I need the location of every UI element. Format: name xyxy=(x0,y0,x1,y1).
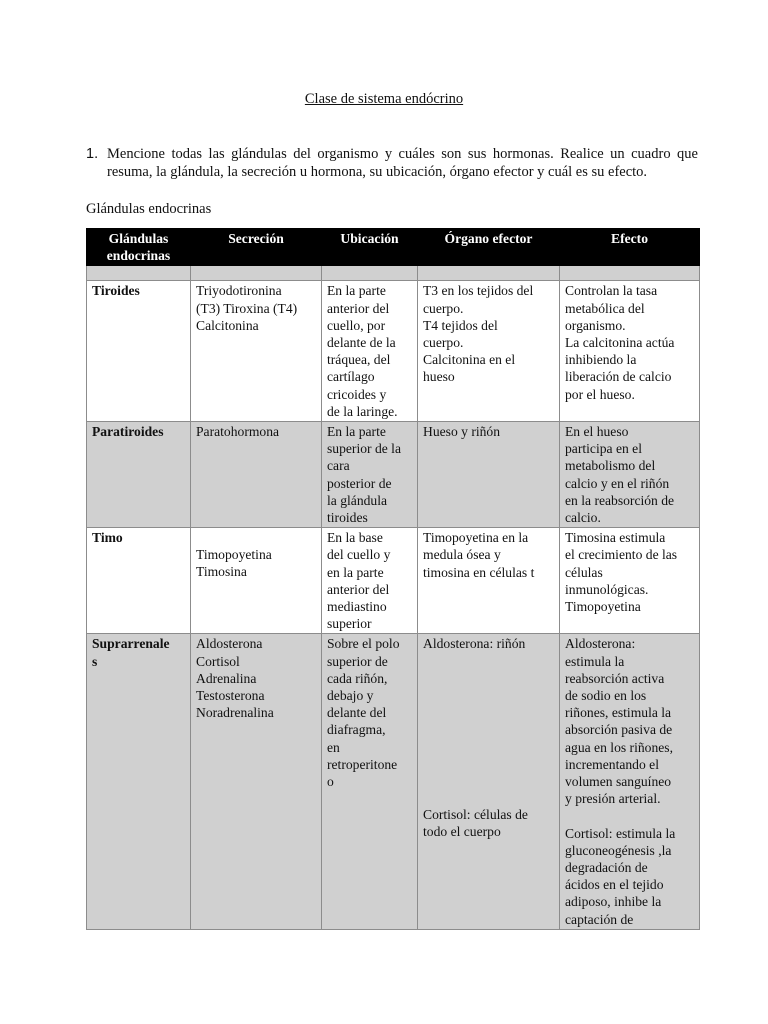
effector-cell xyxy=(418,634,560,929)
cell-line: tiroides xyxy=(327,510,368,526)
cell-line: Triyodotironina xyxy=(196,283,282,299)
blank-line xyxy=(423,721,554,738)
cell-line: calcio y en el riñón xyxy=(565,475,670,491)
table-row xyxy=(87,422,700,528)
cell-line: cartílago xyxy=(327,369,375,385)
effector-cell xyxy=(418,281,560,422)
cell-line: mediastino xyxy=(327,599,387,615)
effect-cell xyxy=(560,281,700,422)
cell-line: de sodio en los xyxy=(565,688,647,704)
cell-line: del cuello y xyxy=(327,547,391,563)
cell-line: en la reabsorción de xyxy=(565,492,675,508)
cell-line: medula ósea y xyxy=(423,547,501,563)
gland-name-cell xyxy=(87,422,191,528)
cell-line: En la parte xyxy=(327,424,386,440)
header-glands: Glándulas endocrinas xyxy=(87,229,191,266)
location-cell xyxy=(322,281,418,422)
cell-line: y presión arterial. xyxy=(565,791,661,807)
cell-line: (T3) Tiroxina (T4) xyxy=(196,300,298,316)
cell-line: En la base xyxy=(327,530,383,546)
spacer-cell xyxy=(322,266,418,281)
effect-cell xyxy=(560,422,700,528)
location-cell xyxy=(322,634,418,929)
blank-line xyxy=(423,653,554,670)
table-header-row xyxy=(87,229,700,266)
cell-line: Aldosterona xyxy=(196,636,263,652)
location-cell xyxy=(322,422,418,528)
blank-line xyxy=(196,529,316,546)
question-text: Mencione todas las glándulas del organismo y cuáles son sus hormonas. Realice un cuadro que resuma, la glándula, la secreción u hormona, su ubicación, órgano efector y cuál es su efecto. xyxy=(107,146,698,180)
blank-line xyxy=(423,704,554,721)
cell-line: degradación de xyxy=(565,859,648,875)
cell-line: Timopoyetina xyxy=(565,599,641,615)
cell-line: liberación de calcio xyxy=(565,369,672,385)
cell-line: Aldosterona: riñón xyxy=(423,636,526,652)
header-effect: Efecto xyxy=(560,229,700,266)
cell-line: absorción pasiva de xyxy=(565,722,673,738)
table-row xyxy=(87,528,700,634)
cell-line: posterior de xyxy=(327,475,392,491)
cell-line: superior de la xyxy=(327,441,401,457)
table-spacer-row xyxy=(87,266,700,281)
cell-line: riñones, estimula la xyxy=(565,705,672,721)
cell-line: En la parte xyxy=(327,283,386,299)
cell-line: T4 tejidos del xyxy=(423,317,498,333)
cell-line: agua en los riñones, xyxy=(565,739,673,755)
cell-line: Timosina estimula xyxy=(565,530,666,546)
cell-line: superior de xyxy=(327,653,388,669)
cell-line: Testosterona xyxy=(196,688,265,704)
secretion-cell xyxy=(191,634,322,929)
effector-cell xyxy=(418,528,560,634)
cell-line: en xyxy=(327,739,340,755)
spacer-cell xyxy=(560,266,700,281)
effect-cell xyxy=(560,634,700,929)
cell-line: Timosina xyxy=(196,564,247,580)
cell-line: volumen sanguíneo xyxy=(565,774,672,790)
cell-line: Paratiroides xyxy=(92,424,164,440)
cell-line: adiposo, inhibe la xyxy=(565,894,662,910)
cell-line: s xyxy=(92,653,98,669)
effect-cell xyxy=(560,528,700,634)
cell-line: todo el cuerpo xyxy=(423,823,501,839)
table-row xyxy=(87,634,700,929)
table-body xyxy=(87,266,700,929)
cell-line: Cortisol: células de xyxy=(423,806,528,822)
spacer-cell xyxy=(87,266,191,281)
gland-name-cell xyxy=(87,281,191,422)
cell-line: células xyxy=(565,564,603,580)
cell-line: retroperitone xyxy=(327,756,398,772)
header-secretion: Secreción xyxy=(191,229,322,266)
cell-line: T3 en los tejidos del xyxy=(423,283,534,299)
cell-line: o xyxy=(327,774,334,790)
cell-line: Noradrenalina xyxy=(196,705,274,721)
header-location: Ubicación xyxy=(322,229,418,266)
cell-line: cricoides y xyxy=(327,386,387,402)
cell-line: timosina en células t xyxy=(423,564,535,580)
blank-line xyxy=(423,687,554,704)
cell-line: metabólica del xyxy=(565,300,645,316)
secretion-cell xyxy=(191,281,322,422)
document-title: Clase de sistema endócrino xyxy=(304,91,464,107)
cell-line: cuello, por xyxy=(327,317,386,333)
cell-line: cada riñón, xyxy=(327,670,388,686)
cell-line: participa en el xyxy=(565,441,642,457)
cell-line: cuerpo. xyxy=(423,300,464,316)
cell-line: debajo y xyxy=(327,688,374,704)
cell-line: reabsorción activa xyxy=(565,670,665,686)
blank-line xyxy=(423,670,554,687)
cell-line: Aldosterona: xyxy=(565,636,636,652)
cell-line: Sobre el polo xyxy=(327,636,400,652)
cell-line: estimula la xyxy=(565,653,625,669)
cell-line: cara xyxy=(327,458,350,474)
cell-line: delante de la xyxy=(327,335,396,351)
cell-line: Tiroides xyxy=(92,283,140,299)
cell-line: cuerpo. xyxy=(423,335,464,351)
section-label: Glándulas endocrinas xyxy=(86,201,212,217)
cell-line: organismo. xyxy=(565,317,626,333)
secretion-cell xyxy=(191,422,322,528)
secretion-cell xyxy=(191,528,322,634)
cell-line: ácidos en el tejido xyxy=(565,877,664,893)
cell-line: diafragma, xyxy=(327,722,386,738)
cell-line: de la laringe. xyxy=(327,403,398,419)
blank-line xyxy=(565,808,694,825)
spacer-cell xyxy=(191,266,322,281)
cell-line: metabolismo del xyxy=(565,458,656,474)
cell-line: Controlan la tasa xyxy=(565,283,658,299)
cell-line: Hueso y riñón xyxy=(423,424,501,440)
blank-line xyxy=(423,738,554,755)
cell-line: anterior del xyxy=(327,300,390,316)
cell-line: Calcitonina xyxy=(196,317,259,333)
cell-line: captación de xyxy=(565,911,634,927)
glands-table xyxy=(86,228,700,930)
cell-line: Timo xyxy=(92,530,123,546)
blank-line xyxy=(423,789,554,806)
effector-cell xyxy=(418,422,560,528)
cell-line: delante del xyxy=(327,705,387,721)
cell-line: superior xyxy=(327,616,372,632)
cell-line: calcio. xyxy=(565,510,601,526)
cell-line: incrementando el xyxy=(565,756,659,772)
question-1 xyxy=(86,145,698,181)
cell-line: gluconeogénesis ,la xyxy=(565,842,672,858)
cell-line: en la parte xyxy=(327,564,384,580)
question-number: 1. xyxy=(86,146,99,162)
cell-line: Adrenalina xyxy=(196,670,257,686)
blank-line xyxy=(423,755,554,772)
cell-line: Timopoyetina en la xyxy=(423,530,529,546)
cell-line: Suprarrenale xyxy=(92,636,170,652)
blank-line xyxy=(423,772,554,789)
location-cell xyxy=(322,528,418,634)
spacer-cell xyxy=(418,266,560,281)
cell-line: Paratohormona xyxy=(196,424,280,440)
cell-line: inhibiendo la xyxy=(565,352,637,368)
cell-line: Cortisol xyxy=(196,653,240,669)
header-effector: Órgano efector xyxy=(418,229,560,266)
cell-line: hueso xyxy=(423,369,455,385)
gland-name-cell xyxy=(87,528,191,634)
cell-line: por el hueso. xyxy=(565,386,635,402)
table-row xyxy=(87,281,700,422)
cell-line: La calcitonina actúa xyxy=(565,335,675,351)
cell-line: tráquea, del xyxy=(327,352,391,368)
cell-line: Cortisol: estimula la xyxy=(565,825,676,841)
cell-line: Timopoyetina xyxy=(196,547,272,563)
cell-line: anterior del xyxy=(327,581,390,597)
cell-line: En el hueso xyxy=(565,424,629,440)
cell-line: el crecimiento de las xyxy=(565,547,678,563)
cell-line: la glándula xyxy=(327,492,388,508)
cell-line: inmunológicas. xyxy=(565,581,649,597)
gland-name-cell xyxy=(87,634,191,929)
cell-line: Calcitonina en el xyxy=(423,352,516,368)
